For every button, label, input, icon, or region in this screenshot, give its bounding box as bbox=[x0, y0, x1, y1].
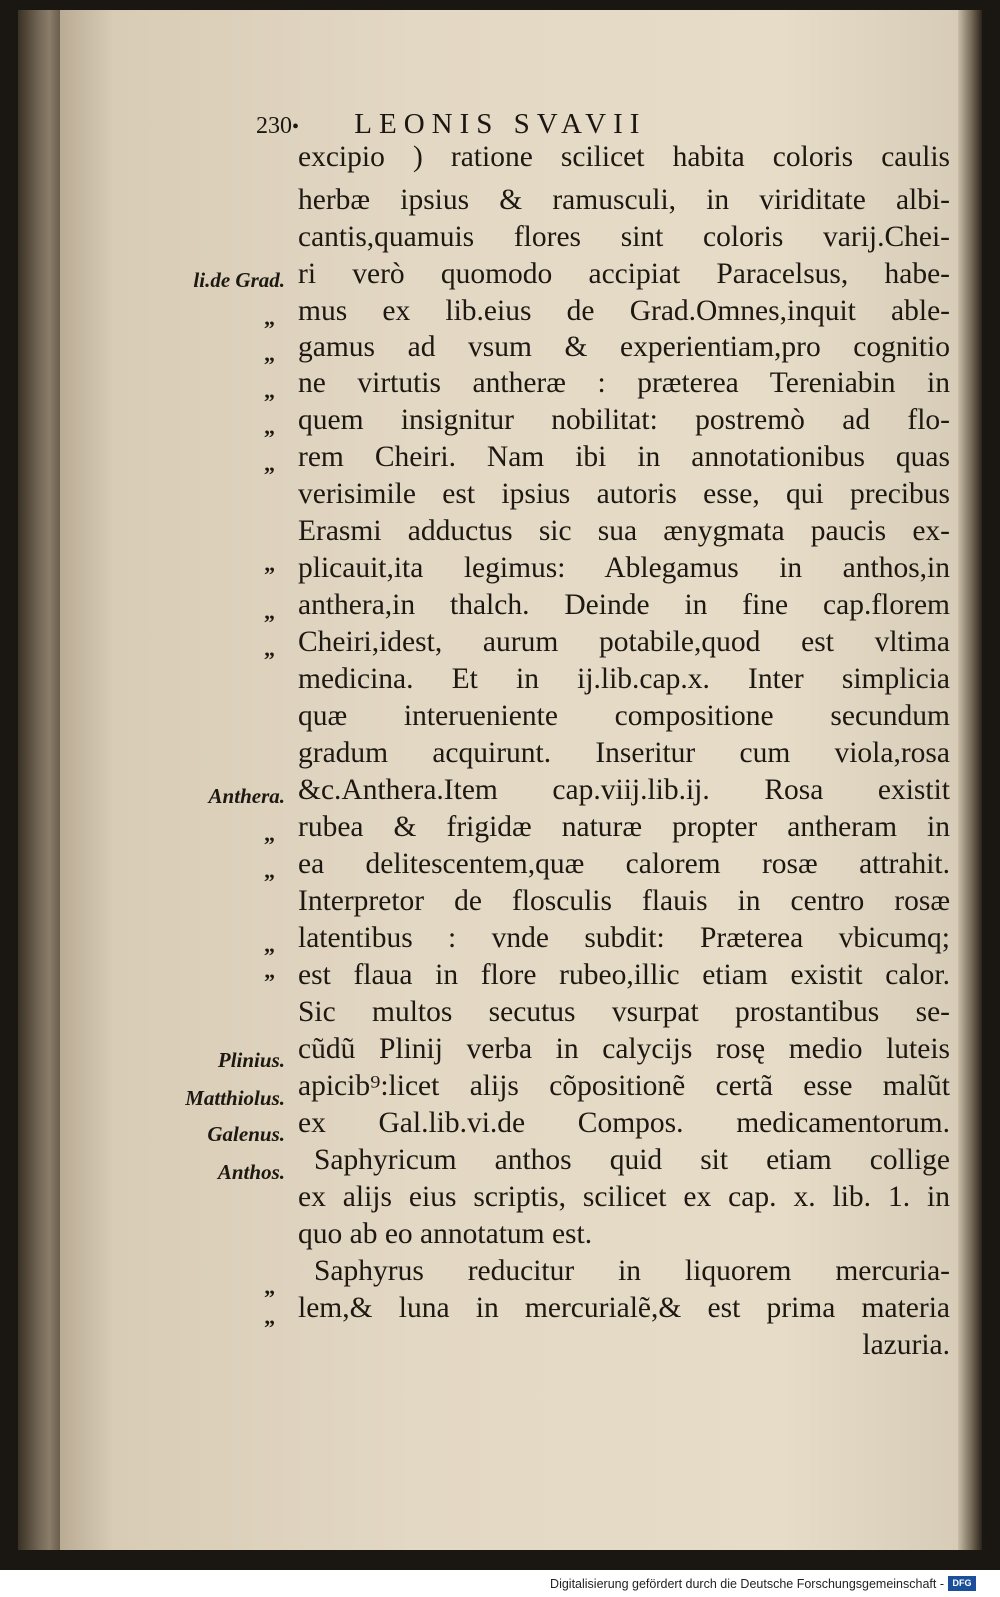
page-edge bbox=[958, 10, 982, 1550]
marginal-note: Anthera. bbox=[208, 784, 285, 808]
text-line: Erasmi adductus sic sua ænygmata paucis ex- bbox=[298, 515, 950, 547]
text-line: Cheiri,idest, aurum potabile,quod est vltima bbox=[298, 626, 950, 658]
text-line: quem insignitur nobilitat: postremò ad flo- bbox=[298, 404, 950, 436]
text-line: rubea & frigidæ naturæ propter antheram in bbox=[298, 811, 950, 843]
quote-mark: „ bbox=[264, 636, 275, 661]
quote-mark: „ bbox=[264, 414, 275, 439]
text-line: ea delitescentem,quæ calorem rosæ attrahit. bbox=[298, 848, 950, 880]
quote-mark: ” bbox=[264, 1285, 275, 1310]
text-line: rem Cheiri. Nam ibi in annotationibus quas bbox=[298, 441, 950, 473]
text-line: latentibus : vnde subdit: Præterea vbicumq; bbox=[298, 922, 950, 954]
text-line: ex alijs eius scriptis, scilicet ex cap. x. lib. 1. in bbox=[298, 1181, 950, 1213]
text-line: quæ interueniente compositione secundum bbox=[298, 700, 950, 732]
book-spine bbox=[18, 10, 60, 1550]
quote-mark: ” bbox=[264, 1315, 275, 1340]
text-line: excipio ) ratione scilicet habita coloris caulis bbox=[298, 141, 950, 173]
quote-mark: „ bbox=[264, 599, 275, 624]
marginal-note: Matthiolus. bbox=[185, 1086, 285, 1110]
text-line: Saphyrus reducitur in liquorem mercuria- bbox=[314, 1255, 950, 1287]
text-line: cũdũ Plinij verba in calycijs rosę medio luteis bbox=[298, 1033, 950, 1065]
text-line: Sic multos secutus vsurpat prostantibus se- bbox=[298, 996, 950, 1028]
text-line: lem,& luna in mercurialẽ,& est prima materia bbox=[298, 1292, 950, 1324]
page-header bbox=[256, 108, 646, 141]
running-head: LEONIS SVAVII bbox=[354, 108, 647, 140]
text-line: medicina. Et in ij.lib.cap.x. Inter simplicia bbox=[298, 663, 950, 695]
page-number: 230 bbox=[256, 113, 292, 139]
text-line: lazuria. bbox=[862, 1329, 950, 1361]
text-line: Saphyricum anthos quid sit etiam collige bbox=[314, 1144, 950, 1176]
text-line: ex Gal.lib.vi.de Compos. medicamentorum. bbox=[298, 1107, 950, 1139]
text-line: &c.Anthera.Item cap.viij.lib.ij. Rosa existit bbox=[298, 774, 950, 806]
marginal-note: li.de Grad. bbox=[193, 268, 285, 292]
quote-mark: „ bbox=[264, 305, 275, 330]
footer-credit: Digitalisierung gefördert durch die Deutsche Forschungsgemeinschaft - bbox=[550, 1577, 944, 1591]
text-line: Interpretor de flosculis flauis in centro rosæ bbox=[298, 885, 950, 917]
quote-mark: „ bbox=[264, 821, 275, 846]
quote-mark: „ bbox=[264, 341, 275, 366]
text-line: ri verò quomodo accipiat Paracelsus, habe- bbox=[298, 258, 950, 290]
text-line: herbæ ipsius & ramusculi, in viriditate albi- bbox=[298, 184, 950, 216]
marginal-note: Plinius. bbox=[217, 1048, 285, 1072]
text-line: verisimile est ipsius autoris esse, qui precibus bbox=[298, 478, 950, 510]
quote-mark: „ bbox=[264, 451, 275, 476]
text-line: est flaua in flore rubeo,illic etiam existit calor. bbox=[298, 959, 950, 991]
text-line: quo ab eo annotatum est. bbox=[298, 1218, 593, 1250]
quote-mark: ” bbox=[264, 562, 275, 587]
marginal-note: Galenus. bbox=[207, 1122, 285, 1146]
text-line: gamus ad vsum & experientiam,pro cognitio bbox=[298, 331, 950, 363]
text-line: anthera,in thalch. Deinde in fine cap.florem bbox=[298, 589, 950, 621]
text-line: gradum acquirunt. Inseritur cum viola,rosa bbox=[298, 737, 950, 769]
text-line: plicauit,ita legimus: Ablegamus in anthos,in bbox=[298, 552, 950, 584]
quote-mark: „ bbox=[264, 858, 275, 883]
quote-mark: „ bbox=[264, 378, 275, 403]
dfg-logo: DFG bbox=[948, 1576, 976, 1591]
page-number-flourish: • bbox=[292, 116, 300, 138]
text-line: mus ex lib.eius de Grad.Omnes,inquit able- bbox=[298, 295, 950, 327]
marginal-note: Anthos. bbox=[217, 1160, 285, 1184]
text-line: apicib⁹:licet alijs cõpositionẽ certã esse malũt bbox=[298, 1070, 950, 1102]
quote-mark: „ bbox=[264, 932, 275, 957]
text-line: cantis,quamuis flores sint coloris varij.Chei- bbox=[298, 221, 950, 253]
text-line: ne virtutis antheræ : præterea Tereniabin in bbox=[298, 367, 950, 399]
quote-mark: ” bbox=[264, 969, 275, 994]
